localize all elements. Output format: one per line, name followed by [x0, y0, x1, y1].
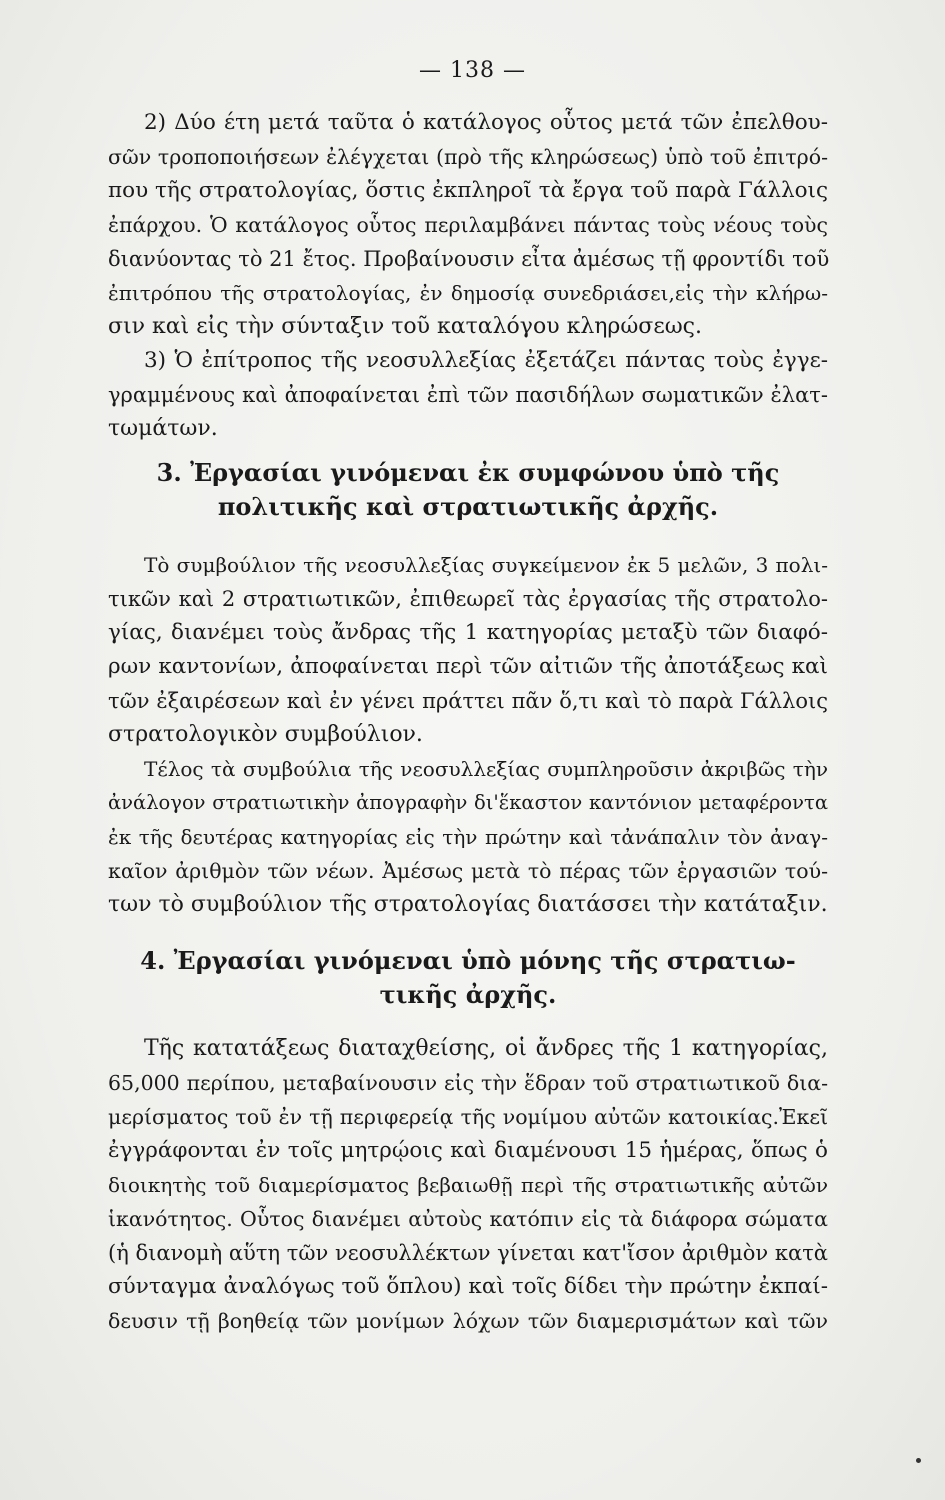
text-line: ἐκ τῆς δευτέρας κατηγορίας εἰς τὴν πρώτην καὶ τἀνάπαλιν τὸν ἀναγ- — [108, 825, 828, 849]
text-line: σιν καὶ εἰς τὴν σύνταξιν τοῦ καταλόγου κληρώσεως. — [108, 314, 702, 339]
text-line: (ἡ διανομὴ αὕτη τῶν νεοσυλλέκτων γίνεται κατ'ἴσον ἀριθμὸν κατὰ — [108, 1241, 828, 1265]
text-line: τῶν ἐξαιρέσεων καὶ ἐν γένει πράττει πᾶν ὅ,τι καὶ τὸ παρὰ Γάλλοις — [108, 689, 828, 713]
section-heading-3: 3. Ἐργασίαι γινόμεναι ἐκ συμφώνου ὑπὸ τῆς — [156, 458, 780, 487]
text-line: τικῶν καὶ 2 στρατιωτικῶν, ἐπιθεωρεῖ τὰς ἐργασίας τῆς στρατολο- — [108, 587, 828, 611]
text-line: διοικητὴς τοῦ διαμερίσματος βεβαιωθῇ περὶ τῆς στρατιωτικῆς αὐτῶν — [108, 1173, 828, 1197]
text-line: Τῆς κατατάξεως διαταχθείσης, οἱ ἄνδρες τῆς 1 κατηγορίας, — [144, 1036, 828, 1061]
text-line: δευσιν τῇ βοηθείᾳ τῶν μονίμων λόχων τῶν διαμερισμάτων καὶ τῶν — [108, 1309, 828, 1333]
text-line: σῶν τροποποιήσεων ἐλέγχεται (πρὸ τῆς κληρώσεως) ὑπὸ τοῦ ἐπιτρό- — [108, 145, 828, 169]
text-line: γραμμένους καὶ ἀποφαίνεται ἐπὶ τῶν πασιδήλων σωματικῶν ἐλατ- — [108, 383, 828, 407]
text-line: γίας, διανέμει τοὺς ἄνδρας τῆς 1 κατηγορίας μεταξὺ τῶν διαφό- — [108, 620, 828, 645]
text-line: 3) Ὁ ἐπίτροπος τῆς νεοσυλλεξίας ἐξετάζει πάντας τοὺς ἐγγε- — [144, 348, 828, 373]
text-line: 65,000 περίπου, μεταβαίνουσιν εἰς τὴν ἕδραν τοῦ στρατιωτικοῦ δια- — [108, 1071, 828, 1095]
text-line: μερίσματος τοῦ ἐν τῇ περιφερείᾳ τῆς νομίμου αὐτῶν κατοικίας.Ἐκεῖ — [108, 1105, 828, 1129]
text-line: ἀνάλογον στρατιωτικὴν ἀπογραφὴν δι'ἕκαστον καντόνιον μεταφέροντα — [108, 791, 828, 814]
text-line: Τέλος τὰ συμβούλια τῆς νεοσυλλεξίας συμπληροῦσιν ἀκριβῶς τὴν — [144, 757, 828, 781]
ink-speck — [916, 1458, 921, 1463]
section-heading-4: 4. Ἐργασίαι γινόμεναι ὑπὸ μόνης τῆς στρατιω- — [140, 946, 796, 975]
text-line: διανύοντας τὸ 21 ἔτος. Προβαίνουσιν εἶτα ἀμέσως τῇ φροντίδι τοῦ — [108, 247, 830, 271]
text-line: ἱκανότητος. Οὗτος διανέμει αὐτοὺς κατόπιν εἰς τὰ διάφορα σώματα — [108, 1207, 828, 1231]
text-line: ἐπάρχου. Ὁ κατάλογος οὗτος περιλαμβάνει πάντας τοὺς νέους τοὺς — [108, 213, 828, 237]
section-heading-3-continued: πολιτικῆς καὶ στρατιωτικῆς ἀρχῆς. — [217, 492, 719, 521]
section-heading-4-continued: τικῆς ἀρχῆς. — [379, 980, 557, 1009]
text-line: σύνταγμα ἀναλόγως τοῦ ὅπλου) καὶ τοῖς δίδει τὴν πρώτην ἐκπαί- — [108, 1274, 828, 1299]
text-line: που τῆς στρατολογίας, ὅστις ἐκπληροῖ τὰ ἔργα τοῦ παρὰ Γάλλοις — [108, 178, 828, 203]
text-line: στρατολογικὸν συμβούλιον. — [108, 722, 423, 747]
text-line: 2) Δύο έτη μετά ταῦτα ὁ κατάλογος οὗτος μετά τῶν ἐπελθου- — [144, 110, 828, 135]
text-line: ἐγγράφονται ἐν τοῖς μητρῴοις καὶ διαμένουσι 15 ἡμέρας, ὅπως ὁ — [108, 1138, 828, 1163]
text-line: των τὸ συμβούλιον τῆς στρατολογίας διατάσσει τὴν κατάταξιν. — [108, 892, 828, 917]
text-line: ρων καντονίων, ἀποφαίνεται περὶ τῶν αἰτιῶν τῆς ἀποτάξεως καὶ — [108, 654, 828, 679]
text-line: καῖον ἀριθμὸν τῶν νέων. Ἀμέσως μετὰ τὸ πέρας τῶν ἐργασιῶν τού- — [108, 859, 828, 883]
text-line: Τὸ συμβούλιον τῆς νεοσυλλεξίας συγκείμενον ἐκ 5 μελῶν, 3 πολι- — [144, 553, 828, 577]
page-number: — 138 — — [419, 58, 526, 83]
text-line: ἐπιτρόπου τῆς στρατολογίας, ἐν δημοσίᾳ συνεδριάσει,εἰς τὴν κλήρω- — [108, 281, 828, 305]
text-line: τωμάτων. — [108, 416, 218, 441]
